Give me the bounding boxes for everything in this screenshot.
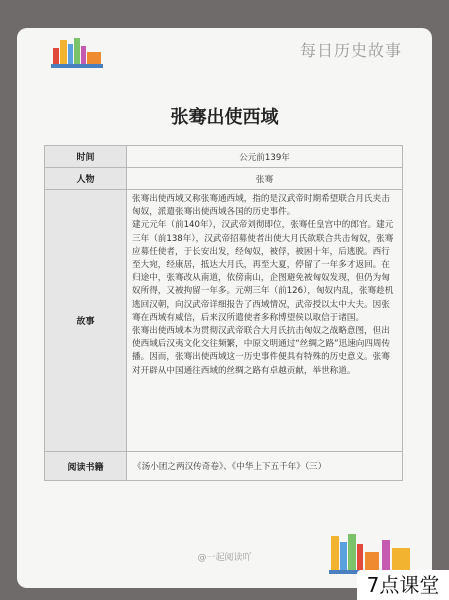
time-label: 时间 xyxy=(45,146,127,168)
time-value: 公元前139年 xyxy=(127,146,403,168)
table-row xyxy=(45,168,403,190)
story-paragraph: 张骞出使西域本为贯彻汉武帝联合大月氏抗击匈奴之战略意图，但出使西域后汉夷文化交往频繁，中原文明通过“丝绸之路”迅速向四周传播。因而，张骞出使西域这一历史事件便具有特殊的历史意义。张骞对开辟从中国通往西域的丝绸之路有卓越贡献，举世称道。 xyxy=(132,326,391,376)
story-table xyxy=(44,145,403,481)
person-label: 人物 xyxy=(45,168,127,190)
table-row xyxy=(45,452,403,481)
story-label: 故事 xyxy=(45,190,127,452)
read-value: 《汤小团之两汉传奇卷》、《中华上下五千年》（三） xyxy=(127,452,403,481)
story-text xyxy=(127,190,403,452)
read-label: 阅读书籍 xyxy=(45,452,127,481)
watermark-text: @一起阅读吖 xyxy=(197,553,252,563)
document-title: 张骞出使西域 xyxy=(170,107,279,128)
document-card xyxy=(17,28,432,588)
person-value: 张骞 xyxy=(127,168,403,190)
table-row xyxy=(45,190,403,452)
books-logo-icon xyxy=(51,36,103,70)
story-paragraph: 张骞出使西域又称张骞通西域，指的是汉武帝时期希望联合月氏夹击匈奴，派遣张骞出使西域各国的历史事件。 xyxy=(132,194,390,218)
story-paragraph: 建元元年（前140年），汉武帝刘彻即位，张骞任皇宫中的郎官。建元三年（前138年），汉武帝招募使者出使大月氏欲联合共击匈奴，张骞应募任使者，于长安出发，经匈奴，被俘，被困十年，后逃脱。西行至大宛，经康居，抵达大月氏，再至大夏，停留了一年多才返回。在归途中，张骞改从南道，依傍南山，企图避免被匈奴发现，但仍为匈奴所得，又被拘留一年多。元朔三年（前126），匈奴内乱，张骞趁机逃回汉朝，向汉武帝详细报告了西域情况，武帝授以太中大夫。因张骞在西域有威信，后来汉所遣使者多称博望侯以取信于诸国。 xyxy=(132,220,394,323)
table-row xyxy=(45,146,403,168)
header-title: 每日历史故事 xyxy=(299,41,402,60)
corner-label: 7点课堂 xyxy=(357,570,449,600)
